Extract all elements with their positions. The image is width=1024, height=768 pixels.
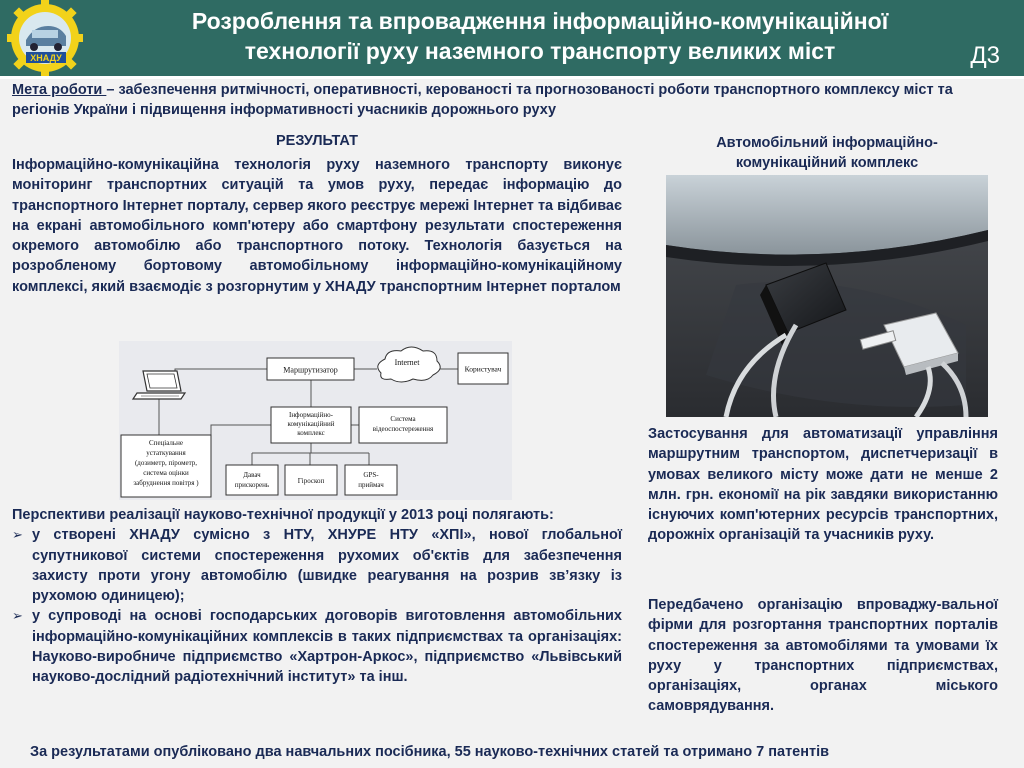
accelerometer-label-1: Давач	[243, 471, 261, 479]
header-divider	[0, 76, 1024, 79]
internet-label: Internet	[394, 358, 420, 367]
goal-paragraph	[12, 80, 1012, 120]
video-label-1: Система	[390, 415, 416, 423]
complex-label-3: комплекс	[297, 429, 325, 437]
special-label-5: забруднення повітря )	[133, 479, 199, 487]
title-line-2: технології руху наземного транспорту великих міст	[244, 38, 836, 64]
device-photo	[666, 175, 988, 417]
complex-label-2: комунікаційний	[287, 420, 335, 428]
khadu-logo	[4, 0, 86, 78]
special-label-4: система оцінки	[143, 469, 189, 477]
laptop-icon	[133, 371, 185, 399]
list-item-text: у створені ХНАДУ сумісно з НТУ, ХНУРЕ НТУ «ХПІ», нової глобальної супутникової системи спостереження рухомих об'єктів для забезпечення захисту проти угону автомобілю (швидке реагування на розрив зв’язку із рухомою одиницею);	[32, 527, 622, 605]
footer-text: За результатами опубліковано два навчальних посібника, 55 науково-технічних статей та отримано 7 патентів	[30, 744, 830, 760]
perspectives-list	[12, 525, 622, 687]
page-title	[130, 6, 950, 66]
router-label: Маршрутизатор	[283, 365, 338, 375]
title-line-1: Розроблення та впровадження інформаційно-комунікаційної	[191, 8, 889, 34]
list-item	[12, 525, 622, 606]
perspectives-section	[12, 505, 622, 688]
special-label-2: устаткування	[146, 449, 186, 457]
gps-label-1: GPS-	[363, 471, 379, 479]
gyroscope-label: Гіроскоп	[297, 477, 325, 485]
goal-text: – забезпечення ритмічності, оперативності, керованості та прогнозованості роботи транспортного комплексу міст та регіонів України і підвищення інформативності учасників дорожнього руху	[12, 82, 953, 118]
gps-box	[345, 465, 397, 495]
result-text: Інформаційно-комунікаційна технологія руху наземного транспорту виконує моніторинг транспортних ситуацій та умов руху, передає інформацію до транспортного Інтернет порталу, сервер якого реєструє мережі Інтернет та відбиває на екрані автомобільного комп'ютеру або смартфону результати спостереження окремого автомобілю або транспортного потоку. Технологія базується на розробленому бортовому автомобільному інформаційно-комунікаційному комплексі, який взаємодіє з розгорнутим у ХНАДУ транспортним Інтернет порталом	[12, 157, 622, 295]
photo-caption: Автомобільний інформаційно-комунікаційний комплекс	[716, 135, 938, 171]
goal-label: Мета роботи	[12, 82, 107, 98]
accelerometer-label-2: прискорень	[234, 481, 270, 489]
planned-text: Передбачено організацію впроваджу-вальної фірми для розгортання транспортних порталів спостереження за автомобілями та умовами їх руху у транспортних підприємствах, організаціях, органах міського самоврядування.	[648, 597, 998, 715]
video-label-2: відеоспостереження	[372, 425, 434, 433]
accelerometer-box	[226, 465, 278, 495]
chevron-right-icon: ➢	[12, 527, 23, 543]
chevron-right-icon: ➢	[12, 608, 23, 624]
complex-label-1: Інформаційно-	[288, 411, 334, 419]
application-text: Застосування для автоматизації управління маршрутним транспортом, диспетчеризації в умовах великого місту може дати не менше 2 млн. грн. економії на рік завдяки використанню існуючих комп'ютерних ресурсів транспортних, дорожніх організацій та учасників руху.	[648, 426, 998, 544]
slide-code: Д3	[970, 42, 1000, 69]
special-label-1: Спеціальне	[149, 439, 183, 447]
system-diagram	[119, 341, 512, 500]
gps-label-2: приймач	[358, 481, 384, 489]
header-bar	[0, 0, 1024, 76]
logo-text: ХНАДУ	[30, 53, 62, 63]
result-heading: РЕЗУЛЬТАТ	[275, 133, 359, 149]
list-item-text: у супроводі на основі господарських договорів виготовлення автомобільних інформаційно-комунікаційних комплексів в таких підприємствах та організаціях: Науково-виробниче підприємство «Хартрон-Аркос», підприємство «Львівський науково-дослідний радіотехнічний інститут» та інш.	[32, 608, 622, 686]
special-label-3: (дозиметр, пірометр,	[134, 459, 198, 467]
perspectives-intro: Перспективи реалізації науково-технічної продукції у 2013 році полягають:	[12, 507, 554, 523]
list-item	[12, 606, 622, 687]
user-label: Користувач	[464, 364, 502, 374]
